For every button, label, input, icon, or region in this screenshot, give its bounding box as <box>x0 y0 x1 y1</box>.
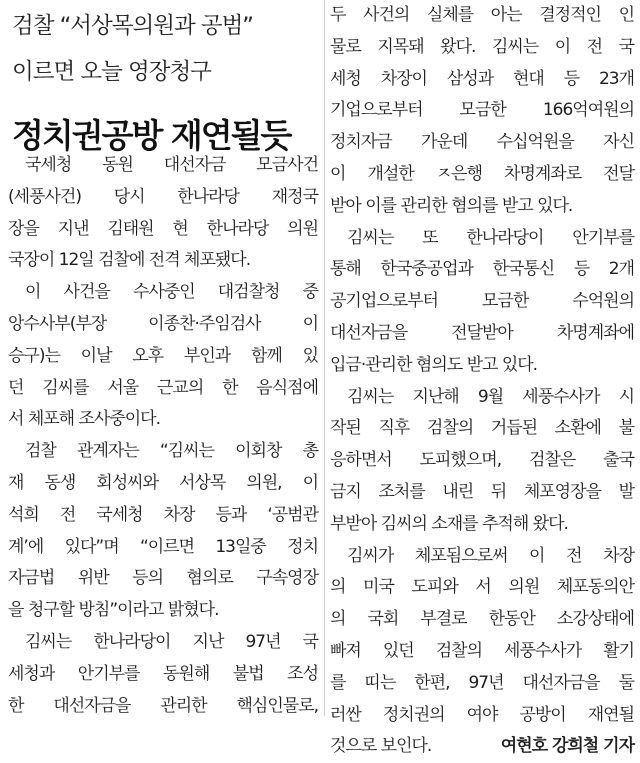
right-column <box>330 0 634 757</box>
article-line: 공기업으로부터 모금한 수억원의 <box>330 291 634 312</box>
article-line: 부받아 김씨의 소재를 추적해 왔다. <box>330 513 568 534</box>
article-line: 통해 한국중공업과 한국통신 등 2개 <box>330 259 634 280</box>
article-line: 한 대선자금을 관리한 핵심인물로, <box>8 695 318 716</box>
article-line: 금지 조처를 내린 뒤 체포영장을 발 <box>330 481 634 502</box>
final-sentence: 것으로 보인다. <box>330 736 432 757</box>
headline: 정치권공방 재연될듯 <box>12 116 291 155</box>
closing-line <box>330 731 634 763</box>
article-line: 던 김씨를 서울 근교의 한 음식점에 <box>8 377 318 398</box>
article-line: 재 동생 회성씨와 서상목 의원, 이 <box>8 472 318 493</box>
article-line: 물로 지목돼 왔다. 김씨는 이 전 국 <box>330 36 634 57</box>
article-line: 대선자금을 전달받아 차명계좌에 <box>330 322 634 343</box>
article-line: 석희 전 국세청 차장 등과 ‘공범관 <box>8 504 318 525</box>
article-line: 이 개설한 ㅈ은행 차명계좌로 전달 <box>330 163 634 184</box>
article-line: 승구)는 이날 오후 부인과 함께 있 <box>8 345 318 366</box>
article-line: 두 사건의 실체를 아는 결정적인 인 <box>330 5 634 25</box>
article-line: 세청 차장이 삼성과 현대 등 23개 <box>330 68 634 89</box>
article-line: 김씨는 지난해 9월 세풍수사가 시 <box>347 386 634 407</box>
article-line: 장을 지낸 김태원 현 한나라당 의원 <box>8 218 318 239</box>
subheadline-1: 검찰 “서상목의원과 공범” <box>12 13 253 39</box>
article-line: 국세청 동원 대선자금 모금사건 <box>25 155 318 175</box>
article-line: 김씨는 또 한나라당이 안기부를 <box>347 227 634 248</box>
byline: 여현호 강희철 기자 <box>500 736 634 757</box>
article-line: 서 체포해 조사중이다. <box>8 409 161 430</box>
article-line: 세청과 안기부를 동원해 불법 조성 <box>8 663 318 684</box>
right-body-text <box>330 0 634 763</box>
article-line: 빠져 있던 검찰의 세풍수사가 활기 <box>330 640 634 661</box>
article-line: 의 국회 부결로 한동안 소강상태에 <box>330 609 634 630</box>
article-line: 작된 직후 검찰의 거듭된 소환에 불 <box>330 418 634 439</box>
article-line: 계’에 있다”며 “이르면 13일중 정치 <box>8 536 318 557</box>
article-line: 응하면서 도피했으며, 검찰은 출국 <box>330 450 634 471</box>
left-body-text <box>8 150 318 722</box>
column-divider <box>324 0 325 716</box>
article-line: 정치자금 가운데 수십억원을 자신 <box>330 132 634 153</box>
article-line: 를 띠는 한편, 97년 대선자금을 둘 <box>330 672 634 693</box>
article-line: 앙수사부(부장 이종찬·주임검사 이 <box>8 313 318 334</box>
article-line: 을 청구할 방침”이라고 밝혔다. <box>8 600 219 621</box>
article-line: 김씨는 한나라당이 지난 97년 국 <box>25 631 318 652</box>
article-line: 입금·관리한 혐의도 받고 있다. <box>330 354 538 375</box>
left-column <box>8 0 320 716</box>
subheadline-2: 이르면 오늘 영장청구 <box>12 59 211 85</box>
article-line: 검찰 관계자는 “김씨는 이회창 총 <box>25 441 318 462</box>
article-line: 김씨가 체포됨으로써 이 전 차장 <box>347 545 634 566</box>
article-line: 의 미국 도피와 서 의원 체포동의안 <box>330 577 634 598</box>
article-line: 자금법 위반 등의 혐의로 구속영장 <box>8 568 318 589</box>
article-line: (세풍사건) 당시 한나라당 재정국 <box>8 186 318 207</box>
article-line: 러싼 정치권의 여야 공방이 재연될 <box>330 704 634 725</box>
article-line: 받아 이를 관리한 혐의를 받고 있다. <box>330 195 573 216</box>
article-line: 국장이 12일 검찰에 전격 체포됐다. <box>8 250 251 271</box>
article-line: 기업으로부터 모금한 166억여원의 <box>330 100 634 121</box>
article-line: 이 사건을 수사중인 대검찰청 중 <box>25 282 318 303</box>
